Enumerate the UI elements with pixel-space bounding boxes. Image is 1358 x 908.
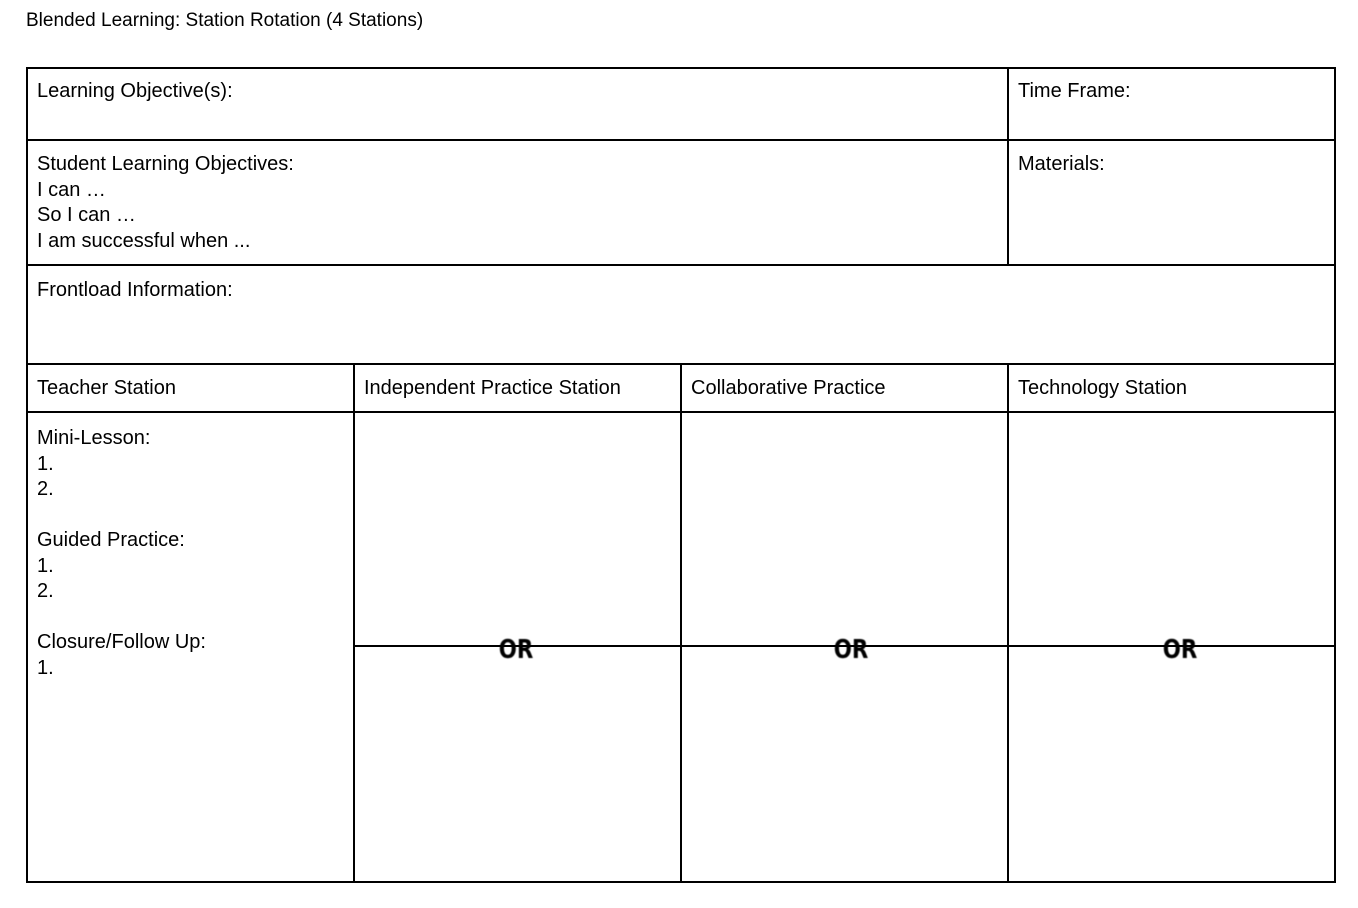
teacher-station-content [37, 426, 206, 681]
independent-practice-station-header: Independent Practice Station [364, 377, 621, 399]
student-learning-objectives [37, 152, 294, 254]
document-title: Blended Learning: Station Rotation (4 Stations) [26, 10, 424, 31]
collaborative-practice-header: Collaborative Practice [691, 377, 886, 399]
so-i-can-line: So I can … [37, 204, 136, 226]
mini-lesson-item-1: 1. [37, 452, 54, 475]
guided-practice-item-1: 1. [37, 554, 54, 577]
collaborative-station-or-mark: OR [833, 635, 869, 665]
teacher-station-header: Teacher Station [37, 377, 176, 399]
mini-lesson-item-2: 2. [37, 478, 54, 500]
guided-practice-label: Guided Practice: [37, 529, 185, 551]
station-column-divider-2 [680, 363, 682, 883]
station-column-divider-3 [1007, 363, 1009, 883]
station-column-divider-1 [353, 363, 355, 883]
objectives-column-divider [1007, 67, 1009, 265]
learning-objectives-label: Learning Objective(s): [37, 80, 233, 102]
technology-station-header: Technology Station [1018, 377, 1188, 399]
lesson-plan-table [26, 67, 1336, 883]
success-criteria-line: I am successful when ... [37, 229, 251, 252]
table-border-left [26, 67, 28, 883]
row-divider-2 [26, 264, 1336, 266]
table-border-right [1334, 67, 1336, 883]
guided-practice-item-2: 2. [37, 580, 54, 602]
frontload-information-label: Frontload Information: [37, 279, 233, 301]
mini-lesson-label: Mini-Lesson: [37, 427, 151, 449]
time-frame-label: Time Frame: [1018, 80, 1131, 102]
student-learning-objectives-label: Student Learning Objectives: [37, 153, 294, 175]
row-divider-1 [26, 139, 1336, 141]
independent-station-or-mark: OR [498, 635, 534, 665]
materials-label: Materials: [1018, 153, 1105, 175]
closure-follow-up-label: Closure/Follow Up: [37, 631, 206, 653]
closure-item-1: 1. [37, 656, 54, 679]
table-border-top [26, 67, 1336, 69]
i-can-line: I can … [37, 178, 106, 201]
technology-station-or-mark: OR [1162, 635, 1198, 665]
